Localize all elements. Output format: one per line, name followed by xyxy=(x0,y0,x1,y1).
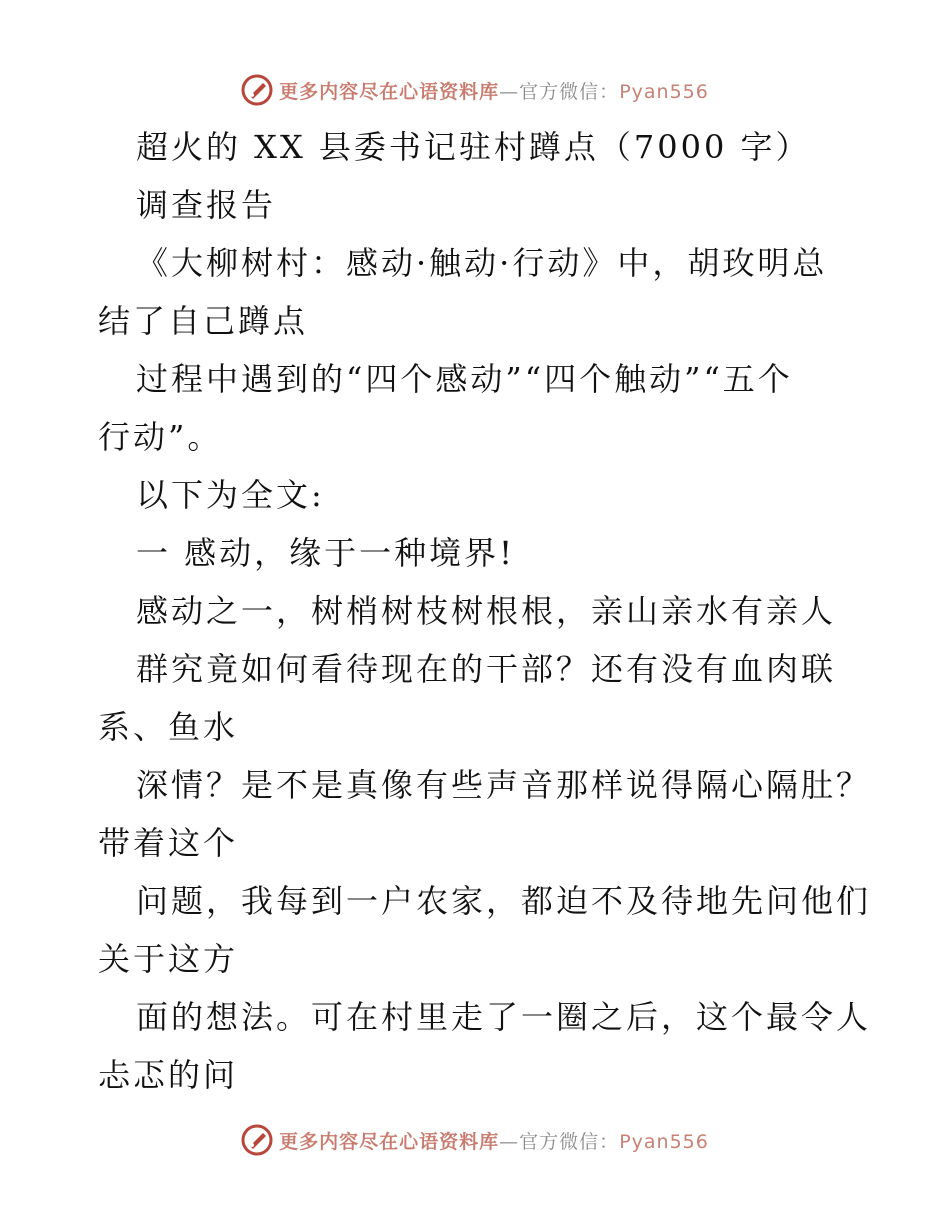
footer-banner-id: Pyan556 xyxy=(619,1130,709,1153)
paragraph-line: 群究竟如何看待现在的干部？还有没有血肉联 xyxy=(136,650,837,688)
title-line-2: 调查报告 xyxy=(136,186,277,224)
logo-icon xyxy=(241,74,273,106)
paragraph-line: 带着这个 xyxy=(98,824,239,862)
paragraph-line: 关于这方 xyxy=(98,940,239,978)
footer-banner-sep: — xyxy=(499,1130,520,1153)
document-body xyxy=(98,118,872,1104)
paragraph-line: 过程中遇到的“四个感动”“四个触动”“五个 xyxy=(136,360,793,398)
paragraph-line: 面的想法。可在村里走了一圈之后，这个最令人 xyxy=(136,998,872,1036)
paragraph-line: 系、鱼水 xyxy=(98,708,239,746)
paragraph-line: 问题，我每到一户农家，都迫不及待地先问他们 xyxy=(136,882,872,920)
paragraph-line: 以下为全文: xyxy=(136,476,325,514)
paragraph-line: 感动之一，树梢树枝树根根，亲山亲水有亲人 xyxy=(136,592,837,630)
header-banner xyxy=(0,70,950,110)
footer-banner-sub: 官方微信： xyxy=(519,1130,620,1153)
paragraph-line: 《大柳树村：感动·触动·行动》中，胡玫明总 xyxy=(136,244,828,282)
header-banner-main: 更多内容尽在心语资料库 xyxy=(279,80,500,103)
header-banner-id: Pyan556 xyxy=(619,80,709,103)
header-banner-text xyxy=(279,77,709,104)
paragraph-line: 行动”。 xyxy=(98,418,223,456)
footer-banner xyxy=(0,1120,950,1160)
paragraph-line: 深情？是不是真像有些声音那样说得隔心隔肚？ xyxy=(136,766,872,804)
logo-icon xyxy=(241,1124,273,1156)
footer-banner-text xyxy=(279,1127,709,1154)
section-heading: 一 感动，缘于一种境界! xyxy=(136,534,516,572)
footer-banner-main: 更多内容尽在心语资料库 xyxy=(279,1130,500,1153)
paragraph-line: 结了自己蹲点 xyxy=(98,302,309,340)
paragraph-line: 忐忑的问 xyxy=(98,1056,239,1094)
header-banner-sep: — xyxy=(499,80,520,103)
title-line-1: 超火的 XX 县委书记驻村蹲点（7000 字） xyxy=(136,128,811,166)
header-banner-sub: 官方微信： xyxy=(519,80,620,103)
